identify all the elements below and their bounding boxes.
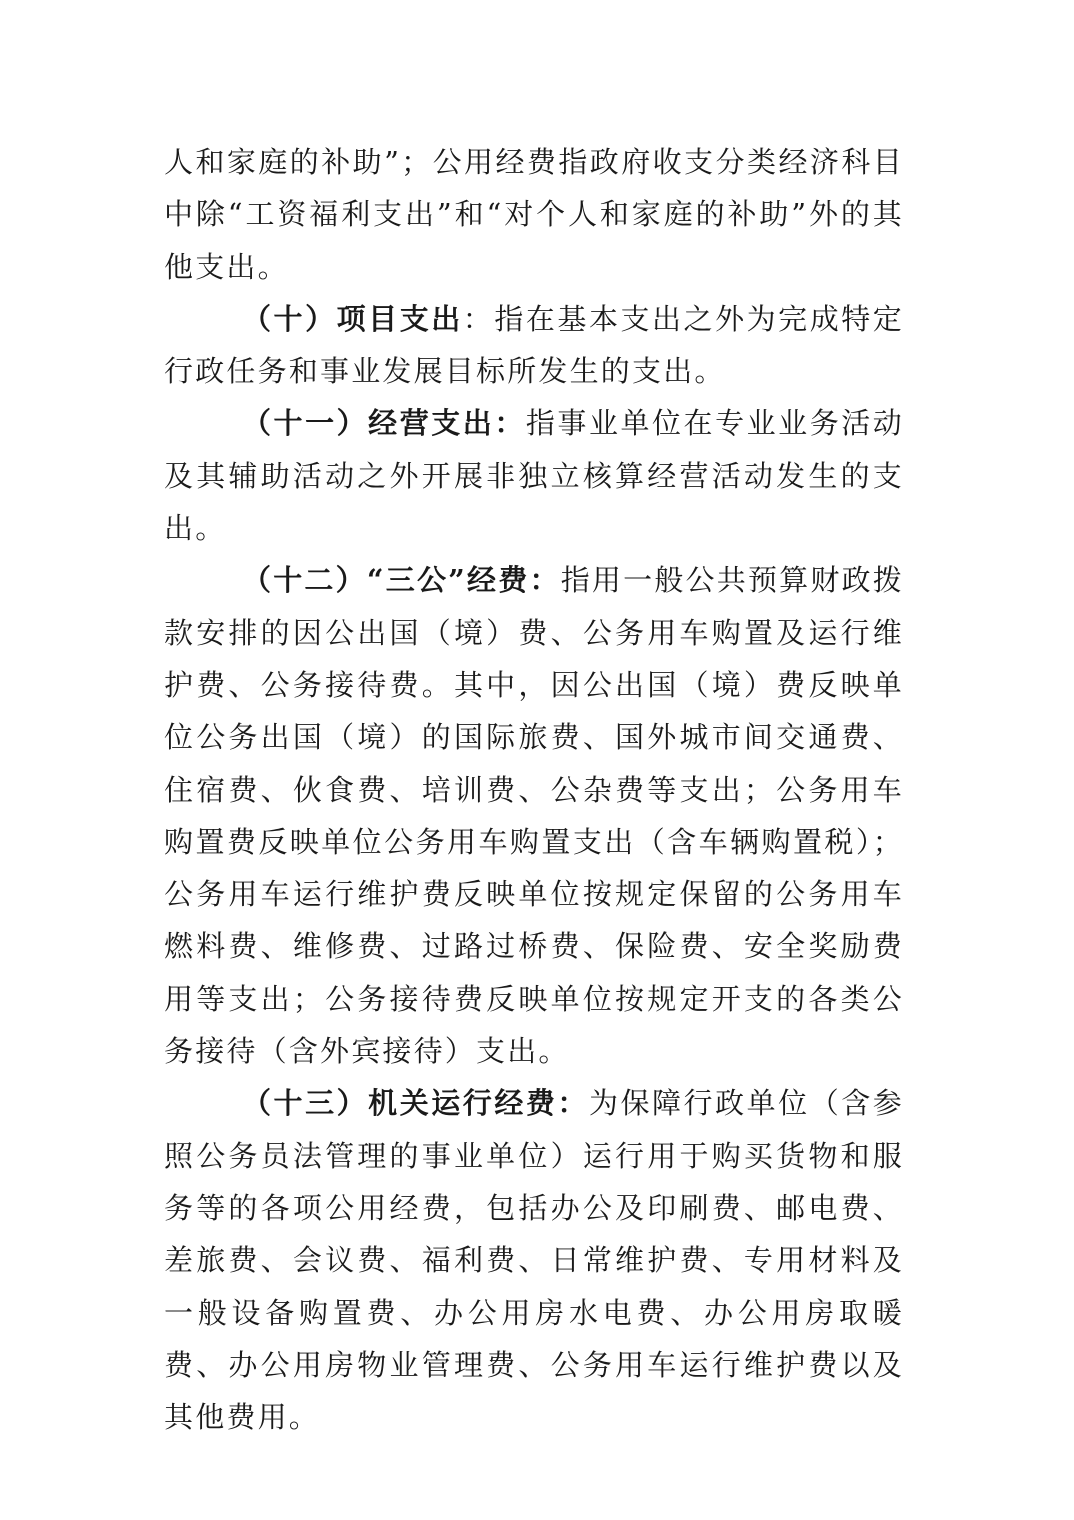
paragraph-project-expenditure	[164, 293, 904, 398]
section-heading-11: （十一）经营支出：	[242, 406, 526, 441]
section-heading-12: （十二）“三公”经费：	[242, 563, 561, 598]
section-heading-10: （十）项目支出	[242, 301, 463, 336]
paragraph-three-public-expenses	[164, 554, 904, 1077]
document-body	[164, 136, 904, 1443]
paragraph-text: 指事业单位在专业业务活动及其辅助活动之外开展非独立核算经营活动发生的支出。	[164, 406, 904, 546]
paragraph-text: ：指在基本支出之外为完成特定行政任务和事业发展目标所发生的支出。	[164, 301, 904, 389]
section-heading-13: （十三）机关运行经费：	[242, 1086, 589, 1121]
paragraph-text: 指用一般公共预算财政拨款安排的因公出国（境）费、公务用车购置及运行维护费、公务接待费。其中，因公出国（境）费反映单位公务出国（境）的国际旅费、国外城市间交通费、住宿费、伙食费、培训费、公杂费等支出；公务用车购置费反映单位公务用车购置支出（含车辆购置税）；公务用车运行维护费反映单位按规定保留的公务用车燃料费、维修费、过路过桥费、保险费、安全奖励费用等支出；公务接待费反映单位按规定开支的各类公务接待（含外宾接待）支出。	[164, 563, 904, 1069]
paragraph-agency-operating-funds	[164, 1077, 904, 1443]
paragraph-public-expenses-continued	[164, 136, 904, 293]
paragraph-operating-expenditure	[164, 397, 904, 554]
paragraph-text: 为保障行政单位（含参照公务员法管理的事业单位）运行用于购买货物和服务等的各项公用经费，包括办公及印刷费、邮电费、差旅费、会议费、福利费、日常维护费、专用材料及一般设备购置费、办公用房水电费、办公用房取暖费、办公用房物业管理费、公务用车运行维护费以及其他费用。	[164, 1086, 904, 1435]
paragraph-text: 人和家庭的补助”；公用经费指政府收支分类经济科目中除“工资福利支出”和“对个人和家庭的补助”外的其他支出。	[164, 145, 904, 284]
